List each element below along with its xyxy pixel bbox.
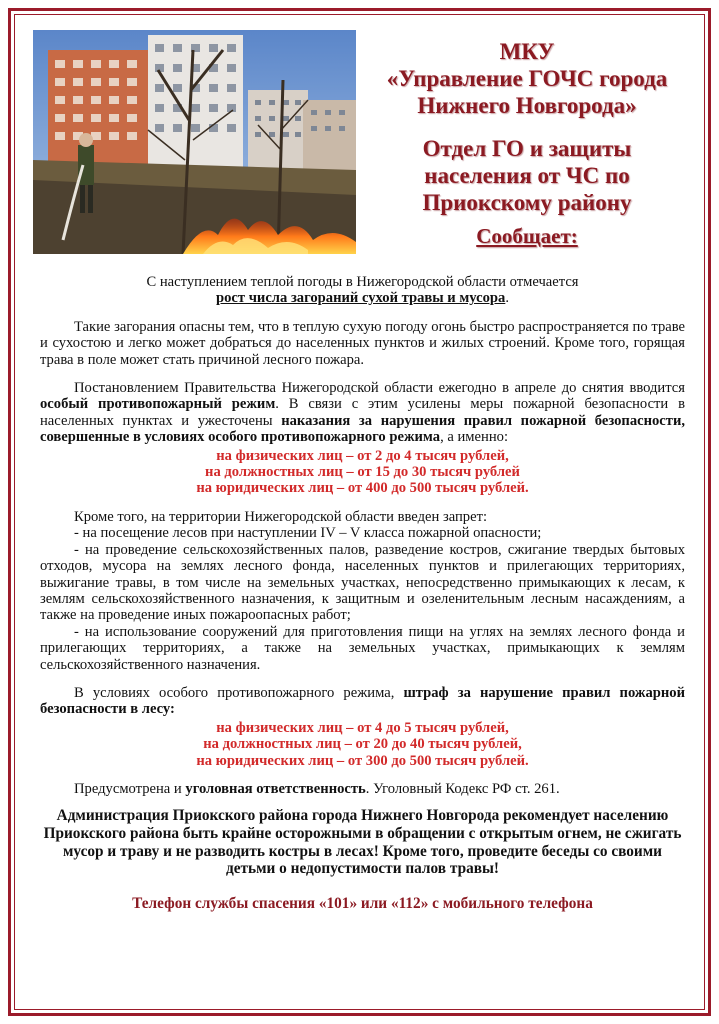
- dept-line: Отдел ГО и защиты: [422, 136, 632, 161]
- intro-end: .: [505, 290, 509, 307]
- intro-line-2: [40, 290, 685, 306]
- criminal-liability: [40, 781, 685, 797]
- org-line: МКУ: [499, 39, 555, 64]
- intro-bold: рост числа загораний сухой травы и мусора: [215, 290, 506, 307]
- fine-line: на физических лиц – от 2 до 4 тысяч рублей,: [216, 447, 509, 464]
- bold-run: штраф за нарушение правил пожарной безопасности в лесу:: [40, 684, 685, 718]
- text-run: Предусмотрена и: [74, 780, 186, 797]
- fine-line: на должностных лиц – от 15 до 30 тысяч рублей: [205, 464, 520, 481]
- administration-appeal: Администрация Приокского района города Нижнего Новгорода рекомендует населению Приокского района быть крайне осторожными в обращении с открытым огнем, не сжигать мусор и траву и не разводить костры в лесах! Кроме того, проведите беседы со своими детьми о недопустимости палов травы!: [43, 807, 682, 878]
- ban-section: [40, 509, 685, 673]
- text-run: . Уголовный Кодекс РФ ст. 261.: [365, 780, 560, 797]
- department-name: [365, 135, 689, 216]
- fine-line: на юридических лиц – от 300 до 500 тысяч рублей.: [196, 752, 529, 769]
- fines-list-forest: [40, 720, 685, 769]
- fine-line: на должностных лиц – от 20 до 40 тысяч рублей,: [203, 736, 522, 753]
- ban-item-text: - на использование сооружений для приготовления пищи на углях на землях лесного фонда и прилегающих территориях, а также на земельных участках, примыкающих к землям сельскохозяйственного назначения.: [40, 623, 685, 673]
- ban-intro: Кроме того, на территории Нижегородской области введен запрет:: [74, 508, 488, 525]
- paragraph-danger: Такие загорания опасны тем, что в теплую сухую погоду огонь быстро распространяется по траве и сухостою и легко может добраться до населенных пунктов и жилых строений. Кроме того, горящая трава в поле может стать причиной лесного пожара.: [40, 318, 685, 368]
- intro-line: С наступлением теплой погоды в Нижегородской области отмечается: [146, 274, 579, 290]
- ban-item: [40, 525, 685, 541]
- paragraph-forest-fine: [40, 685, 685, 718]
- org-line: Нижнего Новгорода»: [417, 93, 637, 118]
- header: [365, 38, 689, 249]
- ban-item: [40, 624, 685, 673]
- dept-line: населения от ЧС по: [424, 163, 630, 188]
- fine-line: на юридических лиц – от 400 до 500 тысяч рублей.: [196, 480, 529, 497]
- announce-heading: Сообщает:: [476, 224, 578, 248]
- ban-item-text: - на проведение сельскохозяйственных палов, разведение костров, сжигание твердых бытовых отходов, мусора на землях лесного фонда, населенных пунктов и прилегающих территориях, выжигание травы, в том числе на земельных участках, непосредственно примыкающих к лесам, к землям сельскохозяйственного назначения, к защитным и озеленительным лесным насаждениям, а также на проведение иных пожароопасных работ;: [40, 541, 685, 624]
- intro-paragraph: [40, 274, 685, 307]
- fines-list-regime: [40, 448, 685, 497]
- text-run: , а именно:: [440, 429, 508, 446]
- grass-fire-photo: [33, 30, 356, 254]
- bold-run: наказания за нарушения правил пожарной безопасности, совершенные в условиях особого противопожарного режима: [40, 412, 685, 446]
- text-run: Постановлением Правительства Нижегородской области ежегодно в апреле до снятия вводится: [74, 380, 685, 397]
- org-line: «Управление ГОЧС города: [386, 66, 668, 91]
- bold-run: уголовная ответственность: [185, 780, 366, 797]
- bold-run: особый противопожарный режим: [40, 396, 276, 413]
- emergency-phone: Телефон службы спасения «101» или «112» с мобильного телефона: [132, 894, 593, 912]
- fine-line: на физических лиц – от 4 до 5 тысяч рублей,: [216, 719, 509, 736]
- ban-item-text: - на посещение лесов при наступлении IV – V класса пожарной опасности;: [74, 525, 542, 542]
- document-body: [40, 274, 685, 912]
- text-run: . В связи с этим усилены меры пожарной безопасности в населенных пунктах и ужесточены: [40, 396, 686, 429]
- dept-line: Приокскому району: [422, 190, 632, 215]
- ban-item: [40, 542, 685, 624]
- organization-name: [365, 38, 689, 119]
- text-run: В условиях особого противопожарного режима,: [74, 684, 404, 701]
- paragraph-regime: [40, 380, 685, 446]
